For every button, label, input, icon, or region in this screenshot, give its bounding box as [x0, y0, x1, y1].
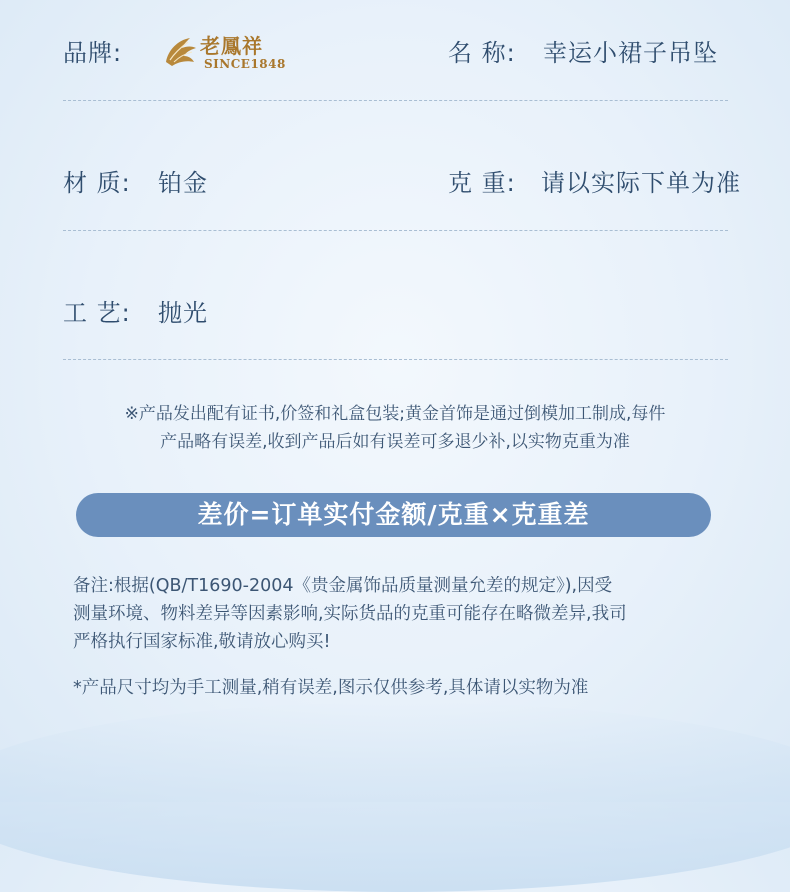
- remark-line: 备注:根据(QB/T1690-2004《贵金属饰品质量测量允差的规定》),因受: [73, 576, 613, 596]
- logo-wordmark: 老鳳祥: [200, 34, 263, 58]
- divider: [63, 100, 728, 101]
- material-label: 材 质:: [63, 169, 131, 197]
- brand-label: 品牌:: [63, 39, 123, 67]
- divider: [63, 359, 728, 360]
- name-value: 幸运小裙子吊坠: [543, 39, 718, 67]
- craft-value: 抛光: [158, 299, 208, 327]
- weight-value: 请以实际下单为准: [541, 169, 741, 197]
- notice-line: 产品略有误差,收到产品后如有误差可多退少补,以实物克重为准: [160, 432, 630, 452]
- notice-text: [60, 400, 730, 456]
- price-difference-formula: 差价=订单实付金额/克重×克重差: [76, 493, 711, 537]
- remark-text: [73, 572, 733, 656]
- remark-line: 严格执行国家标准,敬请放心购买!: [73, 632, 331, 652]
- craft-label: 工 艺:: [63, 299, 131, 327]
- brand-logo: [160, 32, 286, 74]
- notice-line: ※产品发出配有证书,价签和礼盒包装;黄金首饰是通过倒模加工制成,每件: [124, 404, 666, 424]
- weight-label: 克 重:: [448, 169, 516, 197]
- size-note: *产品尺寸均为手工测量,稍有误差,图示仅供参考,具体请以实物为准: [73, 678, 589, 698]
- logo-since: SINCE1848: [204, 57, 286, 71]
- phoenix-icon: [160, 32, 200, 72]
- remark-line: 测量环境、物料差异等因素影响,实际货品的克重可能存在略微差异,我司: [73, 604, 627, 624]
- background-wave: [0, 702, 790, 892]
- name-label: 名 称:: [448, 39, 516, 67]
- divider: [63, 230, 728, 231]
- material-value: 铂金: [158, 169, 208, 197]
